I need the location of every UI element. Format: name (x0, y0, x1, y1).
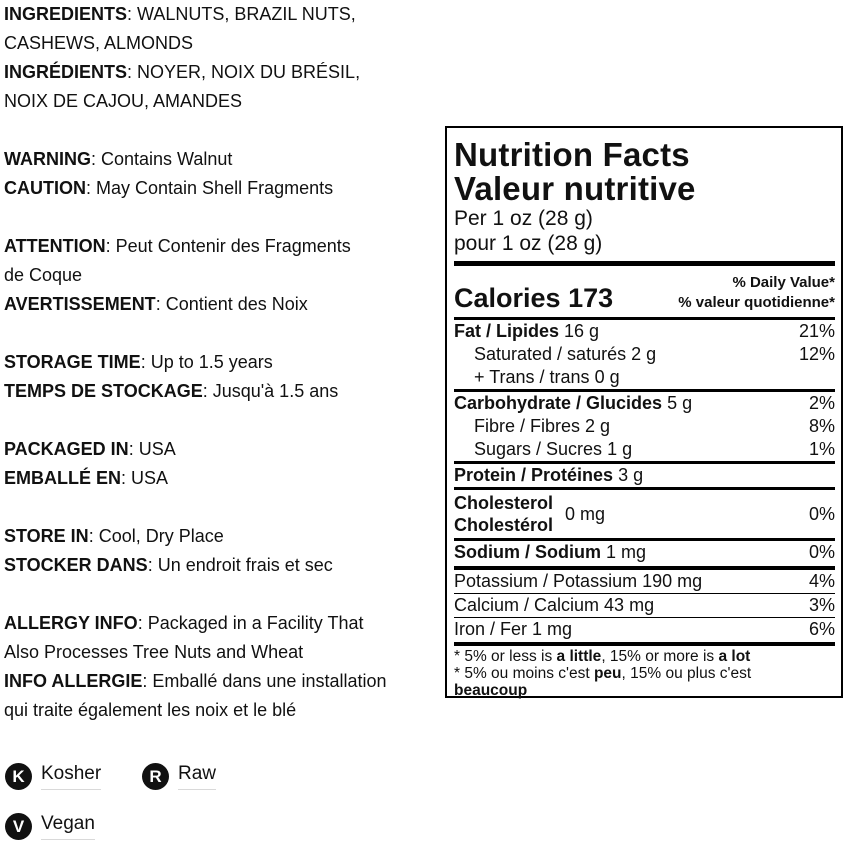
temps-line (4, 377, 444, 406)
badge-kosher (5, 763, 101, 790)
footnote (454, 646, 835, 699)
allergie-text: : Emballé dans une installation (142, 671, 387, 691)
nutrition-facts-panel (445, 126, 843, 698)
iron-row (454, 618, 835, 641)
fibre-row (454, 415, 835, 438)
saturated-label: Saturated / saturés (474, 344, 627, 364)
emballe-text: : USA (121, 468, 169, 488)
packaged-line (4, 435, 444, 464)
daily-value-fr: % valeur quotidienne* (678, 294, 835, 311)
stocker-line (4, 551, 444, 580)
ingredients-fr-line (4, 58, 444, 87)
ingredients-text: : WALNUTS, BRAZIL NUTS, (127, 4, 356, 24)
allergie-line (4, 667, 444, 696)
sodium-pct: 0% (808, 542, 835, 562)
fat-amount: 16 g (564, 321, 600, 341)
attention-line-2: de Coque (4, 265, 83, 285)
attention-text: : Peut Contenir des Fragments (105, 236, 351, 256)
stocker-label: STOCKER DANS (4, 555, 148, 575)
allergy-line-2: Also Processes Tree Nuts and Wheat (4, 642, 304, 662)
store-line (4, 522, 444, 551)
fibre-pct: 8% (808, 416, 835, 436)
calories-label: Calories (454, 283, 561, 313)
allergie-label: INFO ALLERGIE (4, 671, 143, 691)
potassium-amount: 190 mg (642, 571, 703, 591)
stocker-text: : Un endroit frais et sec (147, 555, 333, 575)
saturated-row (454, 343, 835, 366)
protein-label: Protein / Protéines (454, 465, 614, 485)
caution-text: : May Contain Shell Fragments (86, 178, 334, 198)
badge-raw (142, 763, 216, 790)
cholesterol-row (454, 490, 835, 538)
fat-row (454, 320, 835, 343)
cholesterol-pct: 0% (808, 503, 835, 524)
cholesterol-amount: 0 mg (565, 503, 606, 524)
sugars-pct: 1% (808, 439, 835, 459)
protein-row (454, 464, 835, 487)
ingredients-fr-text: : NOYER, NOIX DU BRÉSIL, (127, 62, 361, 82)
sodium-amount: 1 mg (606, 542, 647, 562)
sugars-row (454, 438, 835, 461)
caution-label: CAUTION (4, 178, 86, 198)
kosher-label: Kosher (41, 763, 101, 790)
potassium-row (454, 570, 835, 593)
warning-line (4, 145, 444, 174)
storage-label: STORAGE TIME (4, 352, 141, 372)
caution-line (4, 174, 444, 203)
protein-amount: 3 g (618, 465, 644, 485)
serving-size-en: Per 1 oz (28 g) (454, 207, 593, 230)
attention-label: ATTENTION (4, 236, 106, 256)
packaged-text: : USA (128, 439, 176, 459)
carbohydrate-amount: 5 g (667, 393, 693, 413)
allergie-line-2: qui traite également les noix et le blé (4, 700, 297, 720)
potassium-pct: 4% (808, 571, 835, 591)
allergy-text: : Packaged in a Facility That (137, 613, 364, 633)
attention-line (4, 232, 444, 261)
emballe-line (4, 464, 444, 493)
allergy-line (4, 609, 444, 638)
raw-label: Raw (178, 763, 216, 790)
footnote-fr: * 5% ou moins c'est peu, 15% ou plus c'est (454, 665, 752, 682)
badge-vegan (5, 813, 95, 840)
product-info (4, 0, 444, 725)
storage-line (4, 348, 444, 377)
serving-size-fr: pour 1 oz (28 g) (454, 232, 603, 255)
fibre-amount: 2 g (585, 416, 611, 436)
daily-value-header (678, 273, 835, 313)
trans-amount: 0 g (594, 367, 620, 387)
store-text: : Cool, Dry Place (88, 526, 224, 546)
fat-label: Fat / Lipides (454, 321, 560, 341)
fat-pct: 21% (798, 321, 835, 341)
ingredients-label: INGREDIENTS (4, 4, 128, 24)
trans-row (454, 366, 835, 389)
iron-amount: 1 mg (532, 619, 573, 639)
daily-value-en: % Daily Value* (732, 274, 835, 291)
store-label: STORE IN (4, 526, 89, 546)
sugars-label: Sugars / Sucres (474, 439, 603, 459)
calcium-label: Calcium / Calcium (454, 595, 600, 615)
carbohydrate-row (454, 392, 835, 415)
calories (454, 283, 613, 313)
iron-label: Iron / Fer (454, 619, 528, 639)
cholesterol-label-fr: Cholestérol (454, 515, 554, 535)
vegan-label: Vegan (41, 813, 95, 840)
emballe-label: EMBALLÉ EN (4, 468, 121, 488)
temps-label: TEMPS DE STOCKAGE (4, 381, 203, 401)
calcium-amount: 43 mg (604, 595, 655, 615)
calcium-row (454, 594, 835, 617)
packaged-label: PACKAGED IN (4, 439, 129, 459)
footnote-fr-2: beaucoup (454, 682, 528, 699)
nutrition-title-fr: Valeur nutritive (454, 170, 696, 207)
calories-row (454, 269, 835, 313)
nutrition-title-en: Nutrition Facts (454, 136, 690, 173)
raw-icon: R (142, 763, 169, 790)
iron-pct: 6% (808, 619, 835, 639)
sodium-label: Sodium / Sodium (454, 542, 601, 562)
footnote-en: * 5% or less is a little, 15% or more is a lot (454, 648, 751, 665)
potassium-label: Potassium / Potassium (454, 571, 638, 591)
ingredients-fr-label: INGRÉDIENTS (4, 62, 128, 82)
ingredients-line-2: CASHEWS, ALMONDS (4, 33, 194, 53)
warning-label: WARNING (4, 149, 91, 169)
temps-text: : Jusqu'à 1.5 ans (202, 381, 339, 401)
vegan-icon: V (5, 813, 32, 840)
ingredients-fr-line-2: NOIX DE CAJOU, AMANDES (4, 91, 243, 111)
ingredients-line (4, 0, 444, 29)
carbohydrate-label: Carbohydrate / Glucides (454, 393, 663, 413)
calories-value: 173 (568, 283, 614, 313)
trans-label: + Trans / trans (474, 367, 590, 387)
avertissement-line (4, 290, 444, 319)
sodium-row (454, 541, 835, 564)
allergy-label: ALLERGY INFO (4, 613, 138, 633)
divider (454, 261, 835, 266)
carbohydrate-pct: 2% (808, 393, 835, 413)
avertissement-text: : Contient des Noix (155, 294, 308, 314)
saturated-amount: 2 g (631, 344, 657, 364)
warning-text: : Contains Walnut (91, 149, 233, 169)
sugars-amount: 1 g (607, 439, 633, 459)
fibre-label: Fibre / Fibres (474, 416, 581, 436)
saturated-pct: 12% (798, 344, 835, 364)
cholesterol-label (454, 492, 553, 536)
avertissement-label: AVERTISSEMENT (4, 294, 156, 314)
storage-text: : Up to 1.5 years (140, 352, 273, 372)
kosher-icon: K (5, 763, 32, 790)
cholesterol-label-en: Cholesterol (454, 493, 554, 513)
calcium-pct: 3% (808, 595, 835, 615)
